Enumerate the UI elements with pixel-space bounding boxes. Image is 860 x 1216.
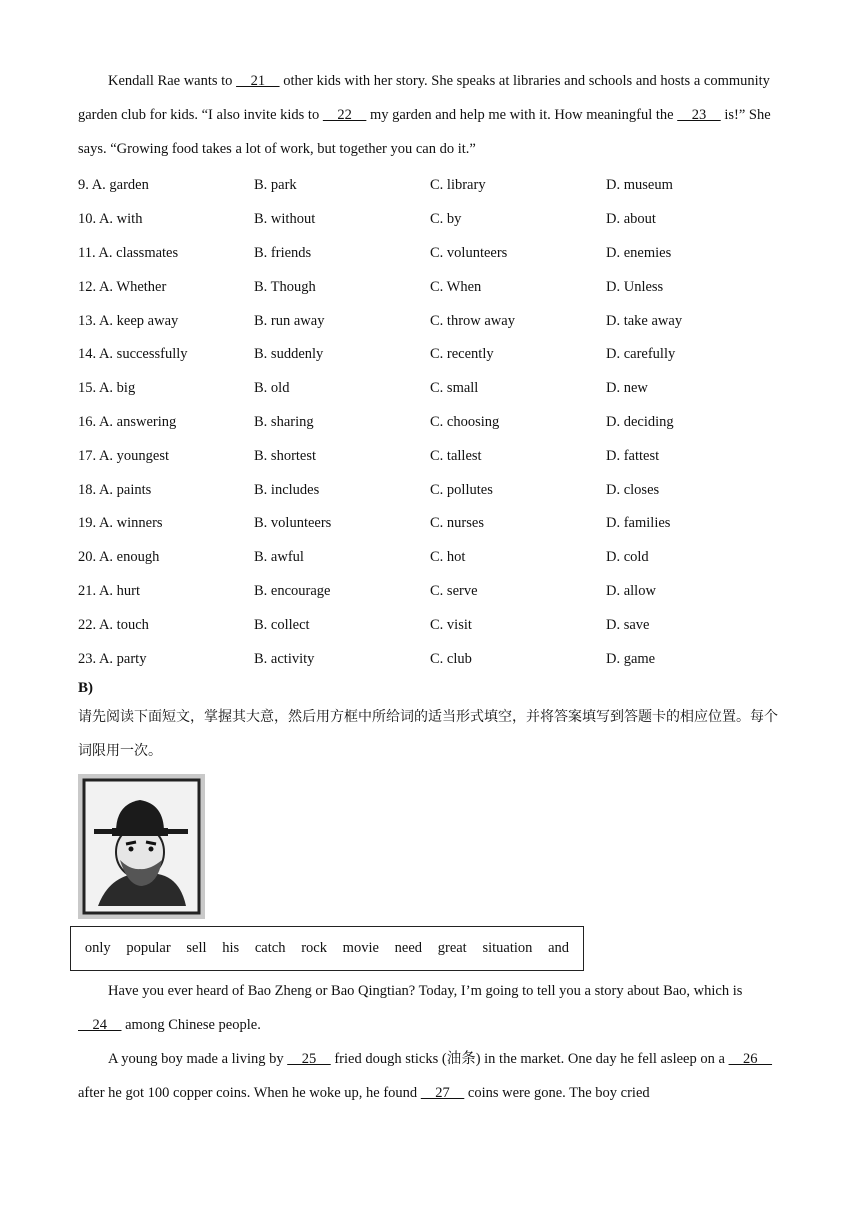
word-bank-item: situation (482, 940, 533, 956)
option-b: B. run away (254, 313, 325, 329)
word-bank-item: only (84, 940, 111, 956)
section-instruction: 请先阅读下面短文，掌握其大意，然后用方框中所给词的适当形式填空，并将答案填写到答题卡的相应位置。每个词限用一次。 (78, 709, 778, 759)
option-a: 21. A. hurt (78, 583, 141, 599)
option-b: B. volunteers (254, 515, 332, 531)
option-c: C. library (430, 177, 486, 193)
option-a: 23. A. party (78, 651, 147, 667)
option-c: C. pollutes (430, 482, 493, 498)
text-run: Kendall Rae wants to (108, 73, 237, 89)
word-bank (70, 926, 584, 971)
option-d: D. Unless (606, 279, 664, 295)
word-bank-item: great (437, 940, 467, 956)
option-a: 13. A. keep away (78, 313, 179, 329)
blank-24: 24 (78, 1017, 122, 1033)
option-d: D. allow (606, 583, 656, 599)
option-d: D. museum (606, 177, 673, 193)
option-b: B. shortest (254, 448, 317, 464)
option-b: B. includes (254, 482, 320, 498)
option-d: D. deciding (606, 414, 674, 430)
option-b: B. collect (254, 617, 310, 633)
option-c: C. choosing (430, 414, 500, 430)
text-run: A young boy made a living by (108, 1051, 288, 1067)
text-run: fried dough sticks (油条) in the market. One day he fell asleep on a (330, 1051, 729, 1067)
option-b: B. encourage (254, 583, 331, 599)
option-d: D. families (606, 515, 671, 531)
blank-26: 26 (728, 1051, 773, 1067)
text-run: after he got 100 copper coins. When he woke up, he found (78, 1085, 421, 1101)
option-c: C. nurses (430, 515, 484, 531)
option-c: C. throw away (430, 313, 515, 329)
option-c: C. tallest (430, 448, 482, 464)
passage-paragraph (78, 974, 778, 1042)
option-b: B. old (254, 380, 290, 396)
option-b: B. park (254, 177, 297, 193)
option-a: 9. A. garden (78, 177, 149, 193)
option-c: C. by (430, 211, 462, 227)
option-c: C. When (430, 279, 482, 295)
option-c: C. recently (430, 346, 494, 362)
option-a: 18. A. paints (78, 482, 152, 498)
passage-paragraph (78, 1042, 778, 1110)
passage-paragraph (78, 64, 778, 166)
option-d: D. cold (606, 549, 649, 565)
option-a: 12. A. Whether (78, 279, 167, 295)
option-c: C. volunteers (430, 245, 508, 261)
text-run: Have you ever heard of Bao Zheng or Bao Qingtian? Today, I’m going to tell you a story about Bao, which is (108, 983, 743, 999)
option-d: D. carefully (606, 346, 676, 362)
section-title: B) (78, 680, 93, 696)
word-bank-item: movie (342, 940, 379, 956)
portrait-drawing (78, 774, 205, 919)
option-d: D. take away (606, 313, 683, 329)
option-a: 11. A. classmates (78, 245, 179, 261)
word-bank-item: need (394, 940, 423, 956)
text-run: coins were gone. The boy cried (464, 1085, 650, 1101)
word-bank-item: his (222, 940, 240, 956)
option-c: C. club (430, 651, 472, 667)
text-run: my garden and help me with it. How meaningful the (366, 107, 678, 123)
option-c: C. serve (430, 583, 478, 599)
option-b: B. awful (254, 549, 304, 565)
option-c: C. visit (430, 617, 472, 633)
option-b: B. friends (254, 245, 312, 261)
option-d: D. about (606, 211, 656, 227)
option-b: B. without (254, 211, 316, 227)
option-a: 22. A. touch (78, 617, 149, 633)
blank-25: 25 (287, 1051, 331, 1067)
word-bank-item: catch (254, 940, 286, 956)
option-d: D. closes (606, 482, 660, 498)
option-d: D. game (606, 651, 656, 667)
option-d: D. enemies (606, 245, 672, 261)
option-a: 19. A. winners (78, 515, 163, 531)
option-d: D. save (606, 617, 650, 633)
option-a: 16. A. answering (78, 414, 177, 430)
option-b: B. suddenly (254, 346, 324, 362)
option-a: 15. A. big (78, 380, 136, 396)
text-run: other kids with her story. She speaks at libraries and schools and hosts a community garden club for kids. “I also invite kids to (78, 73, 770, 123)
blank-27: 27 (420, 1085, 465, 1101)
blank-22: 22 (322, 107, 367, 123)
option-b: B. activity (254, 651, 315, 667)
word-bank-item: sell (186, 940, 207, 956)
option-a: 17. A. youngest (78, 448, 170, 464)
word-bank-item: popular (126, 940, 171, 956)
option-d: D. fattest (606, 448, 660, 464)
option-a: 20. A. enough (78, 549, 160, 565)
blank-23: 23 (677, 107, 721, 123)
option-b: B. Though (254, 279, 316, 295)
word-bank-item: rock (301, 940, 327, 956)
blank-21: 21 (236, 73, 280, 89)
text-run: among Chinese people. (121, 1017, 261, 1033)
option-d: D. new (606, 380, 648, 396)
text-run: is!” She says. “Growing food takes a lot of work, but together you can do it.” (78, 107, 771, 157)
bao-zheng-portrait-image (78, 774, 205, 919)
word-bank-item: and (548, 940, 570, 956)
option-c: C. hot (430, 549, 466, 565)
option-a: 14. A. successfully (78, 346, 188, 362)
option-c: C. small (430, 380, 479, 396)
option-a: 10. A. with (78, 211, 143, 227)
option-b: B. sharing (254, 414, 314, 430)
